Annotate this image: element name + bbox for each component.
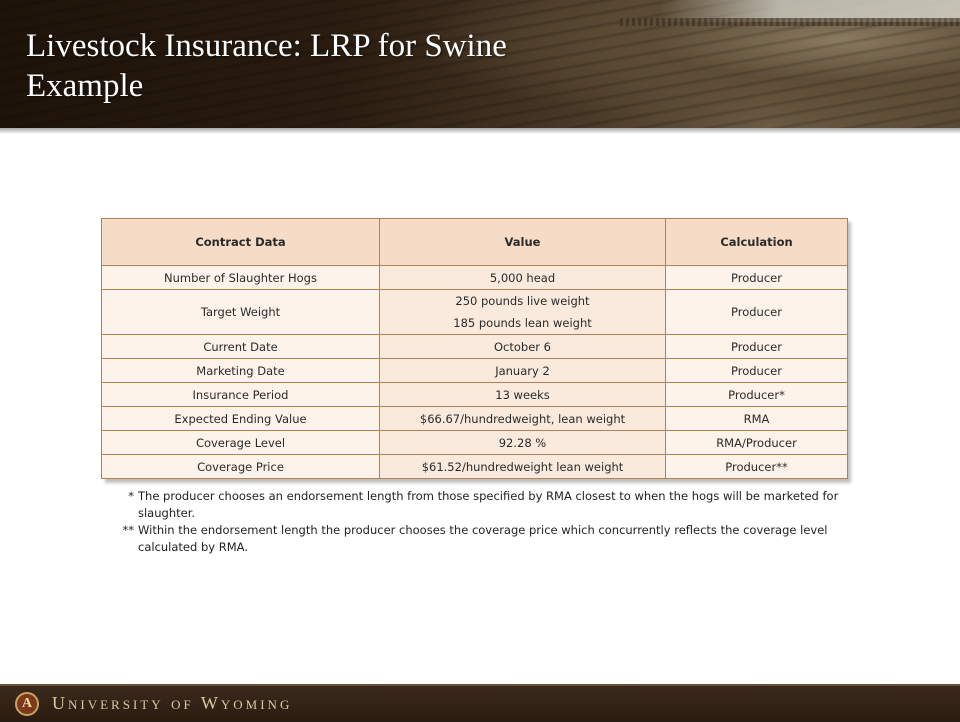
row-value-secondary: 185 pounds lean weight — [453, 316, 592, 330]
footnote-mark: * — [128, 489, 134, 503]
header-horizon — [620, 18, 960, 26]
row-label: Marketing Date — [102, 359, 380, 383]
header-shadow — [0, 128, 960, 134]
logo-letter: A — [21, 696, 33, 711]
table-row — [102, 266, 848, 290]
row-label: Coverage Price — [102, 455, 380, 479]
row-value: $66.67/hundredweight, lean weight — [380, 407, 666, 431]
table-row — [102, 383, 848, 407]
footnote — [108, 488, 868, 522]
footnote-text: The producer chooses an endorsement length from those specified by RMA closest to when the hogs will be marketed for slaughter. — [138, 489, 839, 520]
slide-title-line1: Livestock Insurance: LRP for Swine — [26, 28, 507, 64]
row-value: October 6 — [380, 335, 666, 359]
row-value: 250 pounds live weight — [455, 294, 590, 308]
contract-table — [101, 218, 848, 479]
row-calculation: Producer — [666, 335, 848, 359]
header-banner — [0, 0, 960, 128]
table-row — [102, 359, 848, 383]
column-header: Contract Data — [102, 219, 380, 266]
table-row — [102, 335, 848, 359]
row-label: Coverage Level — [102, 431, 380, 455]
footnotes — [108, 488, 868, 556]
row-label: Target Weight — [102, 290, 380, 335]
table-row — [102, 455, 848, 479]
contract-table-frame — [101, 218, 847, 479]
university-name: University of Wyoming — [52, 693, 293, 713]
footer-bar — [0, 684, 960, 722]
row-label: Current Date — [102, 335, 380, 359]
footnote-mark: ** — [122, 523, 134, 537]
slide-title — [26, 26, 646, 106]
column-header: Value — [380, 219, 666, 266]
row-value: $61.52/hundredweight lean weight — [380, 455, 666, 479]
row-label: Expected Ending Value — [102, 407, 380, 431]
table-header-row — [102, 219, 848, 266]
row-value: 13 weeks — [380, 383, 666, 407]
row-calculation: RMA — [666, 407, 848, 431]
row-calculation: Producer** — [666, 455, 848, 479]
university-logo-icon — [15, 692, 39, 716]
row-calculation: Producer — [666, 290, 848, 335]
row-calculation: RMA/Producer — [666, 431, 848, 455]
row-calculation: Producer — [666, 266, 848, 290]
row-value: January 2 — [380, 359, 666, 383]
table-row — [102, 290, 848, 335]
column-header: Calculation — [666, 219, 848, 266]
table-row — [102, 407, 848, 431]
row-value: 5,000 head — [380, 266, 666, 290]
row-label: Number of Slaughter Hogs — [102, 266, 380, 290]
row-calculation: Producer — [666, 359, 848, 383]
footnote — [108, 522, 868, 556]
row-value-cell — [380, 290, 666, 335]
footnote-text: Within the endorsement length the producer chooses the coverage price which concurrently reflects the coverage level calculated by RMA. — [138, 523, 828, 554]
table-row — [102, 431, 848, 455]
row-calculation: Producer* — [666, 383, 848, 407]
slide-title-line2: Example — [26, 68, 144, 104]
row-label: Insurance Period — [102, 383, 380, 407]
row-value: 92.28 % — [380, 431, 666, 455]
